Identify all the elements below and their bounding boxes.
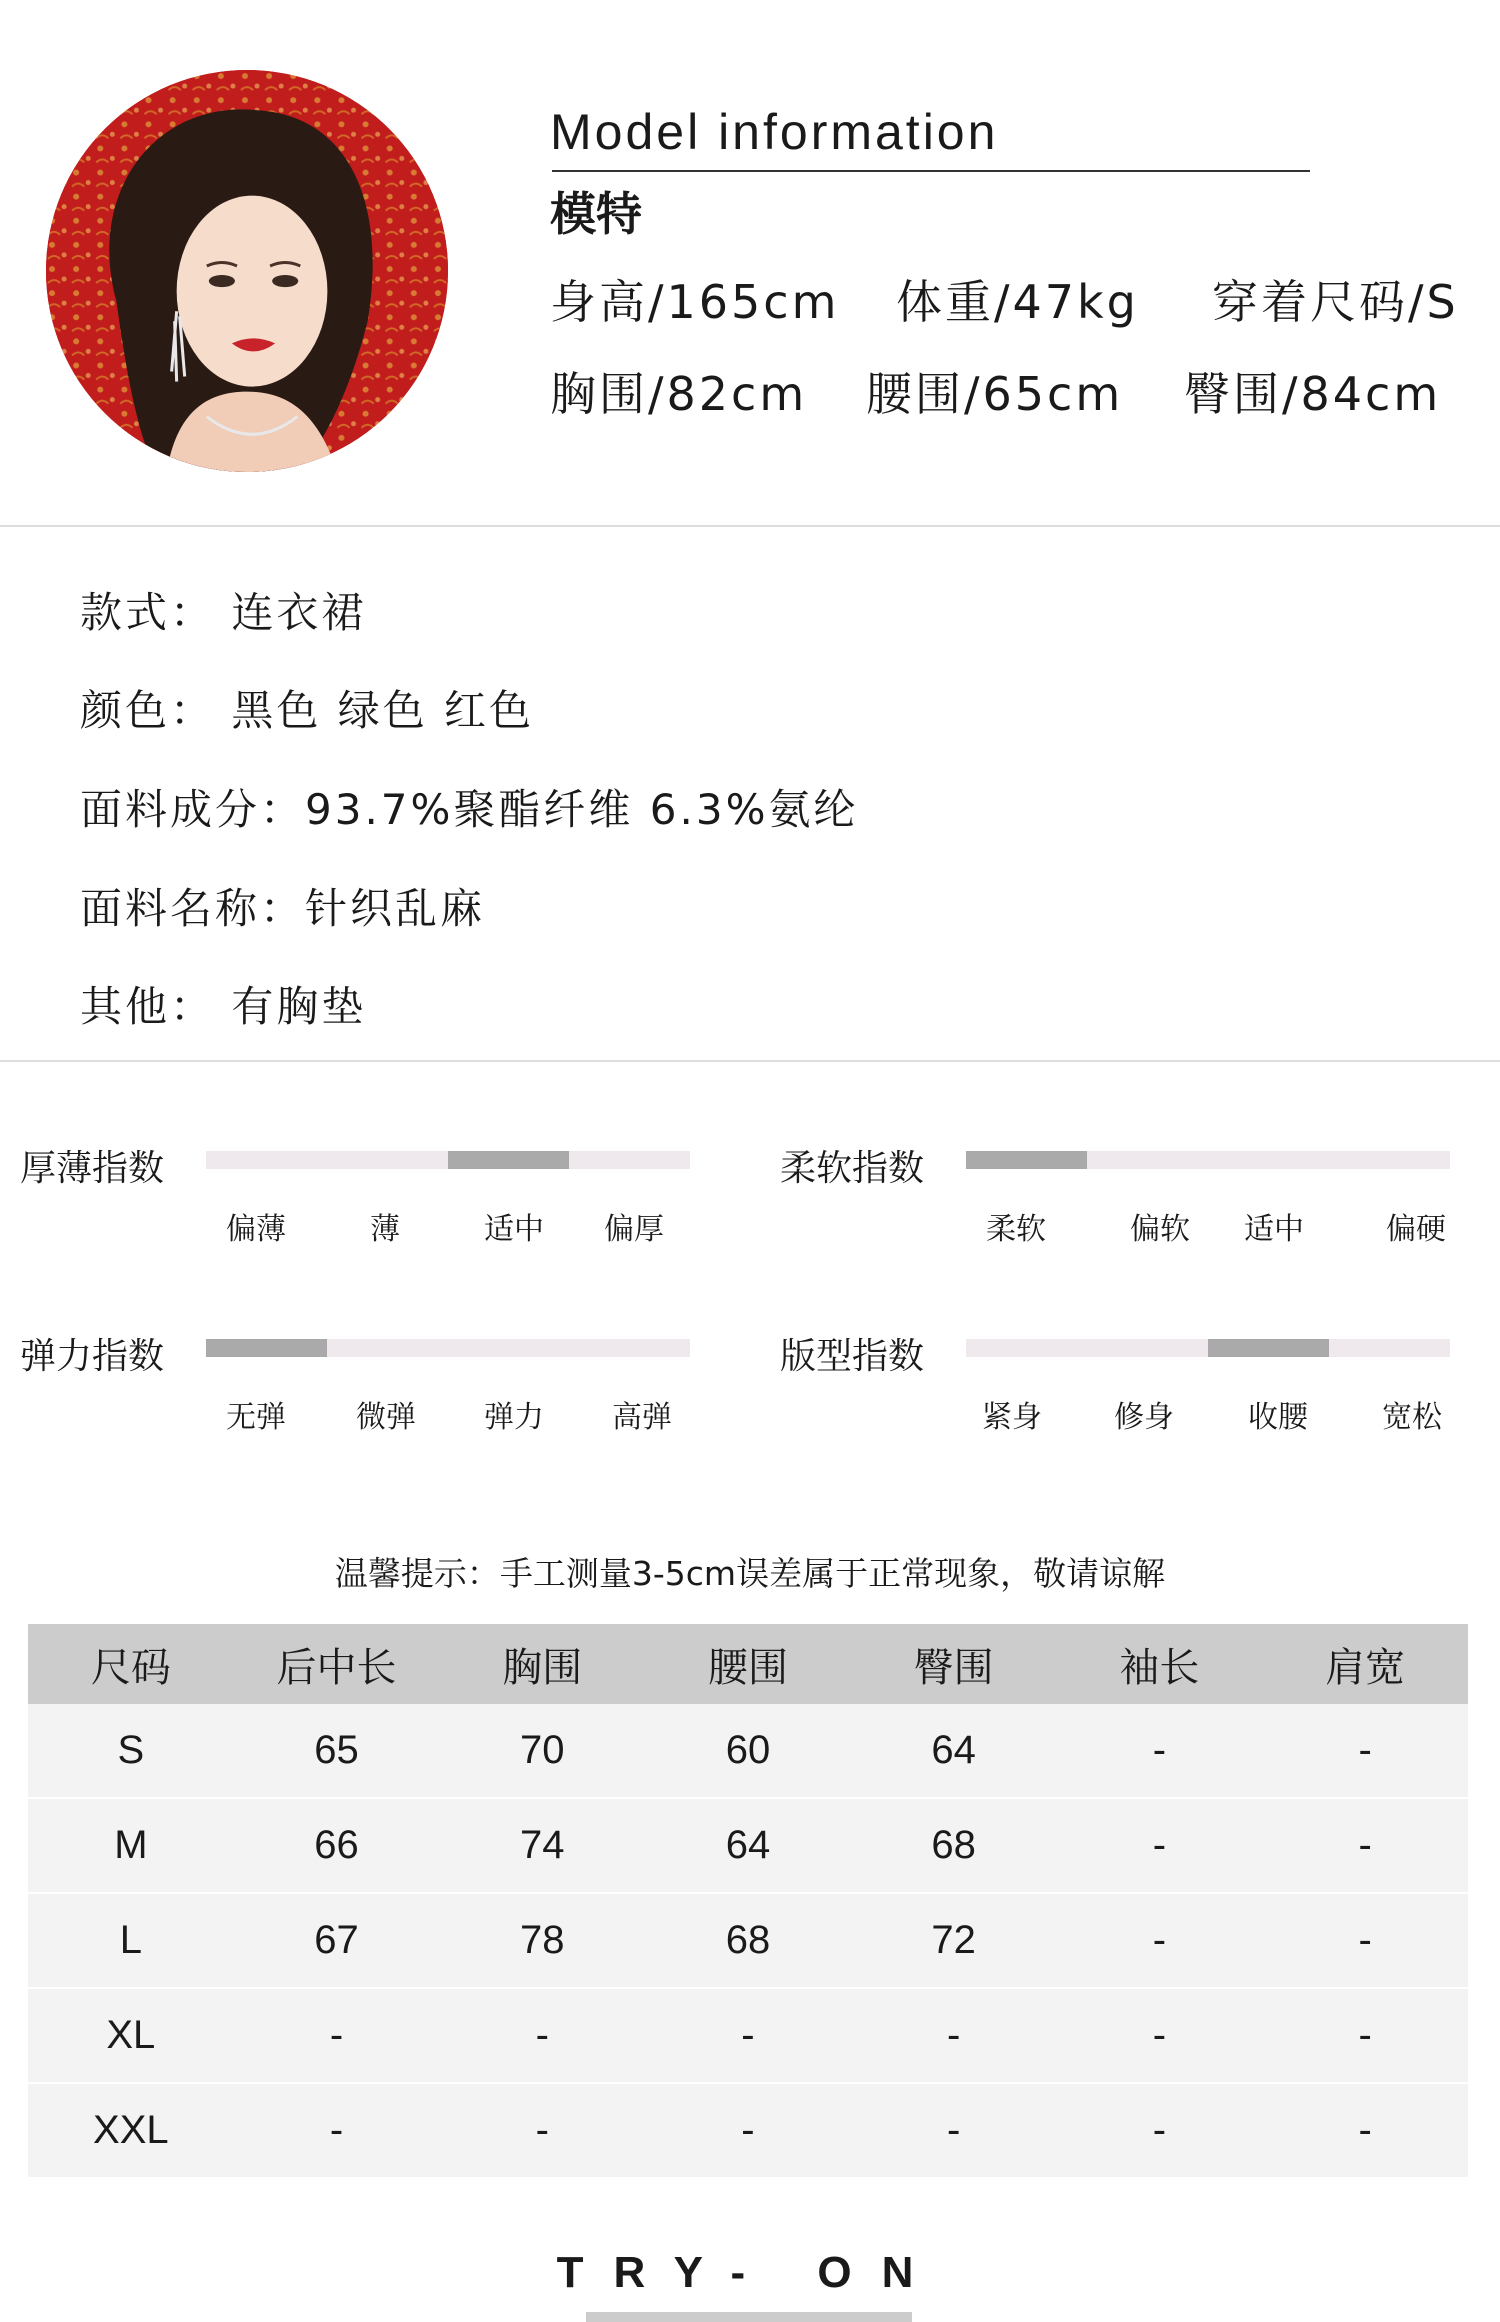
elasticity-index-track	[206, 1339, 690, 1357]
elasticity-label: 弹力	[484, 1400, 544, 1435]
fit-index-fill	[1208, 1339, 1329, 1357]
table-cell: 68	[645, 1893, 851, 1988]
model-title-underline	[552, 170, 1310, 172]
product-style: 款式： 连衣裙	[80, 588, 367, 637]
table-cell: -	[645, 1988, 851, 2083]
softness-index-title: 柔软指数	[780, 1148, 925, 1189]
thickness-label: 适中	[484, 1212, 544, 1247]
table-cell: 64	[851, 1704, 1057, 1798]
table-cell: XXL	[28, 2083, 234, 2178]
table-row	[28, 1988, 1468, 2083]
fit-label: 修身	[1114, 1400, 1174, 1435]
section-divider	[0, 525, 1500, 527]
model-avatar	[46, 70, 448, 472]
table-cell: -	[851, 2083, 1057, 2178]
model-bust: 胸围/82cm	[550, 367, 808, 421]
table-cell: -	[851, 1988, 1057, 2083]
softness-label: 偏软	[1130, 1212, 1190, 1247]
table-cell: 60	[645, 1704, 851, 1798]
table-cell: 65	[234, 1704, 440, 1798]
table-cell: -	[1262, 1704, 1468, 1798]
thickness-label: 薄	[370, 1212, 400, 1247]
softness-label: 偏硬	[1386, 1212, 1446, 1247]
thickness-label: 偏薄	[226, 1212, 286, 1247]
model-size: 穿着尺码/S	[1212, 275, 1459, 329]
measurement-notice: 温馨提示：手工测量3-5cm误差属于正常现象，敬请谅解	[334, 1554, 1166, 1593]
table-cell: -	[1262, 1893, 1468, 1988]
model-weight: 体重/47kg	[896, 275, 1139, 329]
table-cell: 70	[439, 1704, 645, 1798]
table-cell: -	[234, 2083, 440, 2178]
try-on-heading: TRY- ON	[556, 2248, 944, 2297]
header-hip: 臀围	[851, 1624, 1057, 1704]
table-cell: -	[1057, 1798, 1263, 1893]
softness-index-fill	[966, 1151, 1087, 1169]
model-photo-illustration	[46, 70, 448, 472]
fit-index-track	[966, 1339, 1450, 1357]
table-cell: 72	[851, 1893, 1057, 1988]
table-row	[28, 1893, 1468, 1988]
softness-index-track	[966, 1151, 1450, 1169]
table-cell: -	[234, 1988, 440, 2083]
thickness-label: 偏厚	[604, 1212, 664, 1247]
thickness-index-title: 厚薄指数	[20, 1148, 165, 1189]
thickness-index-track	[206, 1151, 690, 1169]
table-row	[28, 1704, 1468, 1798]
elasticity-index-title: 弹力指数	[20, 1336, 165, 1377]
table-cell: -	[1057, 1893, 1263, 1988]
elasticity-label: 微弹	[356, 1400, 416, 1435]
product-fabric: 面料成分：93.7%聚酯纤维 6.3%氨纶	[80, 785, 859, 834]
table-cell: 78	[439, 1893, 645, 1988]
header-waist: 腰围	[645, 1624, 851, 1704]
softness-label: 柔软	[986, 1212, 1046, 1247]
fit-label: 紧身	[982, 1400, 1042, 1435]
thickness-index-fill	[448, 1151, 569, 1169]
header-back-length: 后中长	[234, 1624, 440, 1704]
fit-label: 宽松	[1382, 1400, 1442, 1435]
table-cell: -	[1057, 1988, 1263, 2083]
elasticity-label: 高弹	[612, 1400, 672, 1435]
model-waist: 腰围/65cm	[866, 367, 1124, 421]
softness-label: 适中	[1244, 1212, 1304, 1247]
elasticity-index-fill	[206, 1339, 327, 1357]
size-table-header-row	[28, 1624, 1468, 1704]
fit-index-title: 版型指数	[780, 1336, 925, 1377]
table-cell: 64	[645, 1798, 851, 1893]
size-table	[28, 1624, 1468, 2179]
try-on-underline	[586, 2312, 912, 2322]
product-fabric-name: 面料名称：针织乱麻	[80, 884, 486, 933]
model-title: Model information	[550, 104, 999, 160]
table-row	[28, 1798, 1468, 1893]
section-divider	[0, 1060, 1500, 1062]
table-cell: -	[645, 2083, 851, 2178]
table-cell: 66	[234, 1798, 440, 1893]
table-cell: 67	[234, 1893, 440, 1988]
header-shoulder: 肩宽	[1262, 1624, 1468, 1704]
header-size: 尺码	[28, 1624, 234, 1704]
table-cell: L	[28, 1893, 234, 1988]
elasticity-label: 无弹	[226, 1400, 286, 1435]
table-cell: -	[439, 1988, 645, 2083]
table-cell: -	[1262, 1798, 1468, 1893]
table-cell: M	[28, 1798, 234, 1893]
model-hip: 臀围/84cm	[1184, 367, 1442, 421]
table-cell: -	[1262, 1988, 1468, 2083]
table-cell: 74	[439, 1798, 645, 1893]
product-other: 其他： 有胸垫	[80, 982, 367, 1031]
product-colors: 颜色： 黑色 绿色 红色	[80, 686, 535, 735]
table-cell: XL	[28, 1988, 234, 2083]
table-cell: -	[1057, 1704, 1263, 1798]
table-cell: 68	[851, 1798, 1057, 1893]
header-bust: 胸围	[439, 1624, 645, 1704]
table-cell: -	[1057, 2083, 1263, 2178]
model-subtitle: 模特	[550, 187, 642, 241]
table-cell: -	[1262, 2083, 1468, 2178]
header-sleeve: 袖长	[1057, 1624, 1263, 1704]
table-cell: S	[28, 1704, 234, 1798]
table-cell: -	[439, 2083, 645, 2178]
fit-label: 收腰	[1248, 1400, 1308, 1435]
table-row	[28, 2083, 1468, 2178]
model-height: 身高/165cm	[550, 275, 840, 329]
